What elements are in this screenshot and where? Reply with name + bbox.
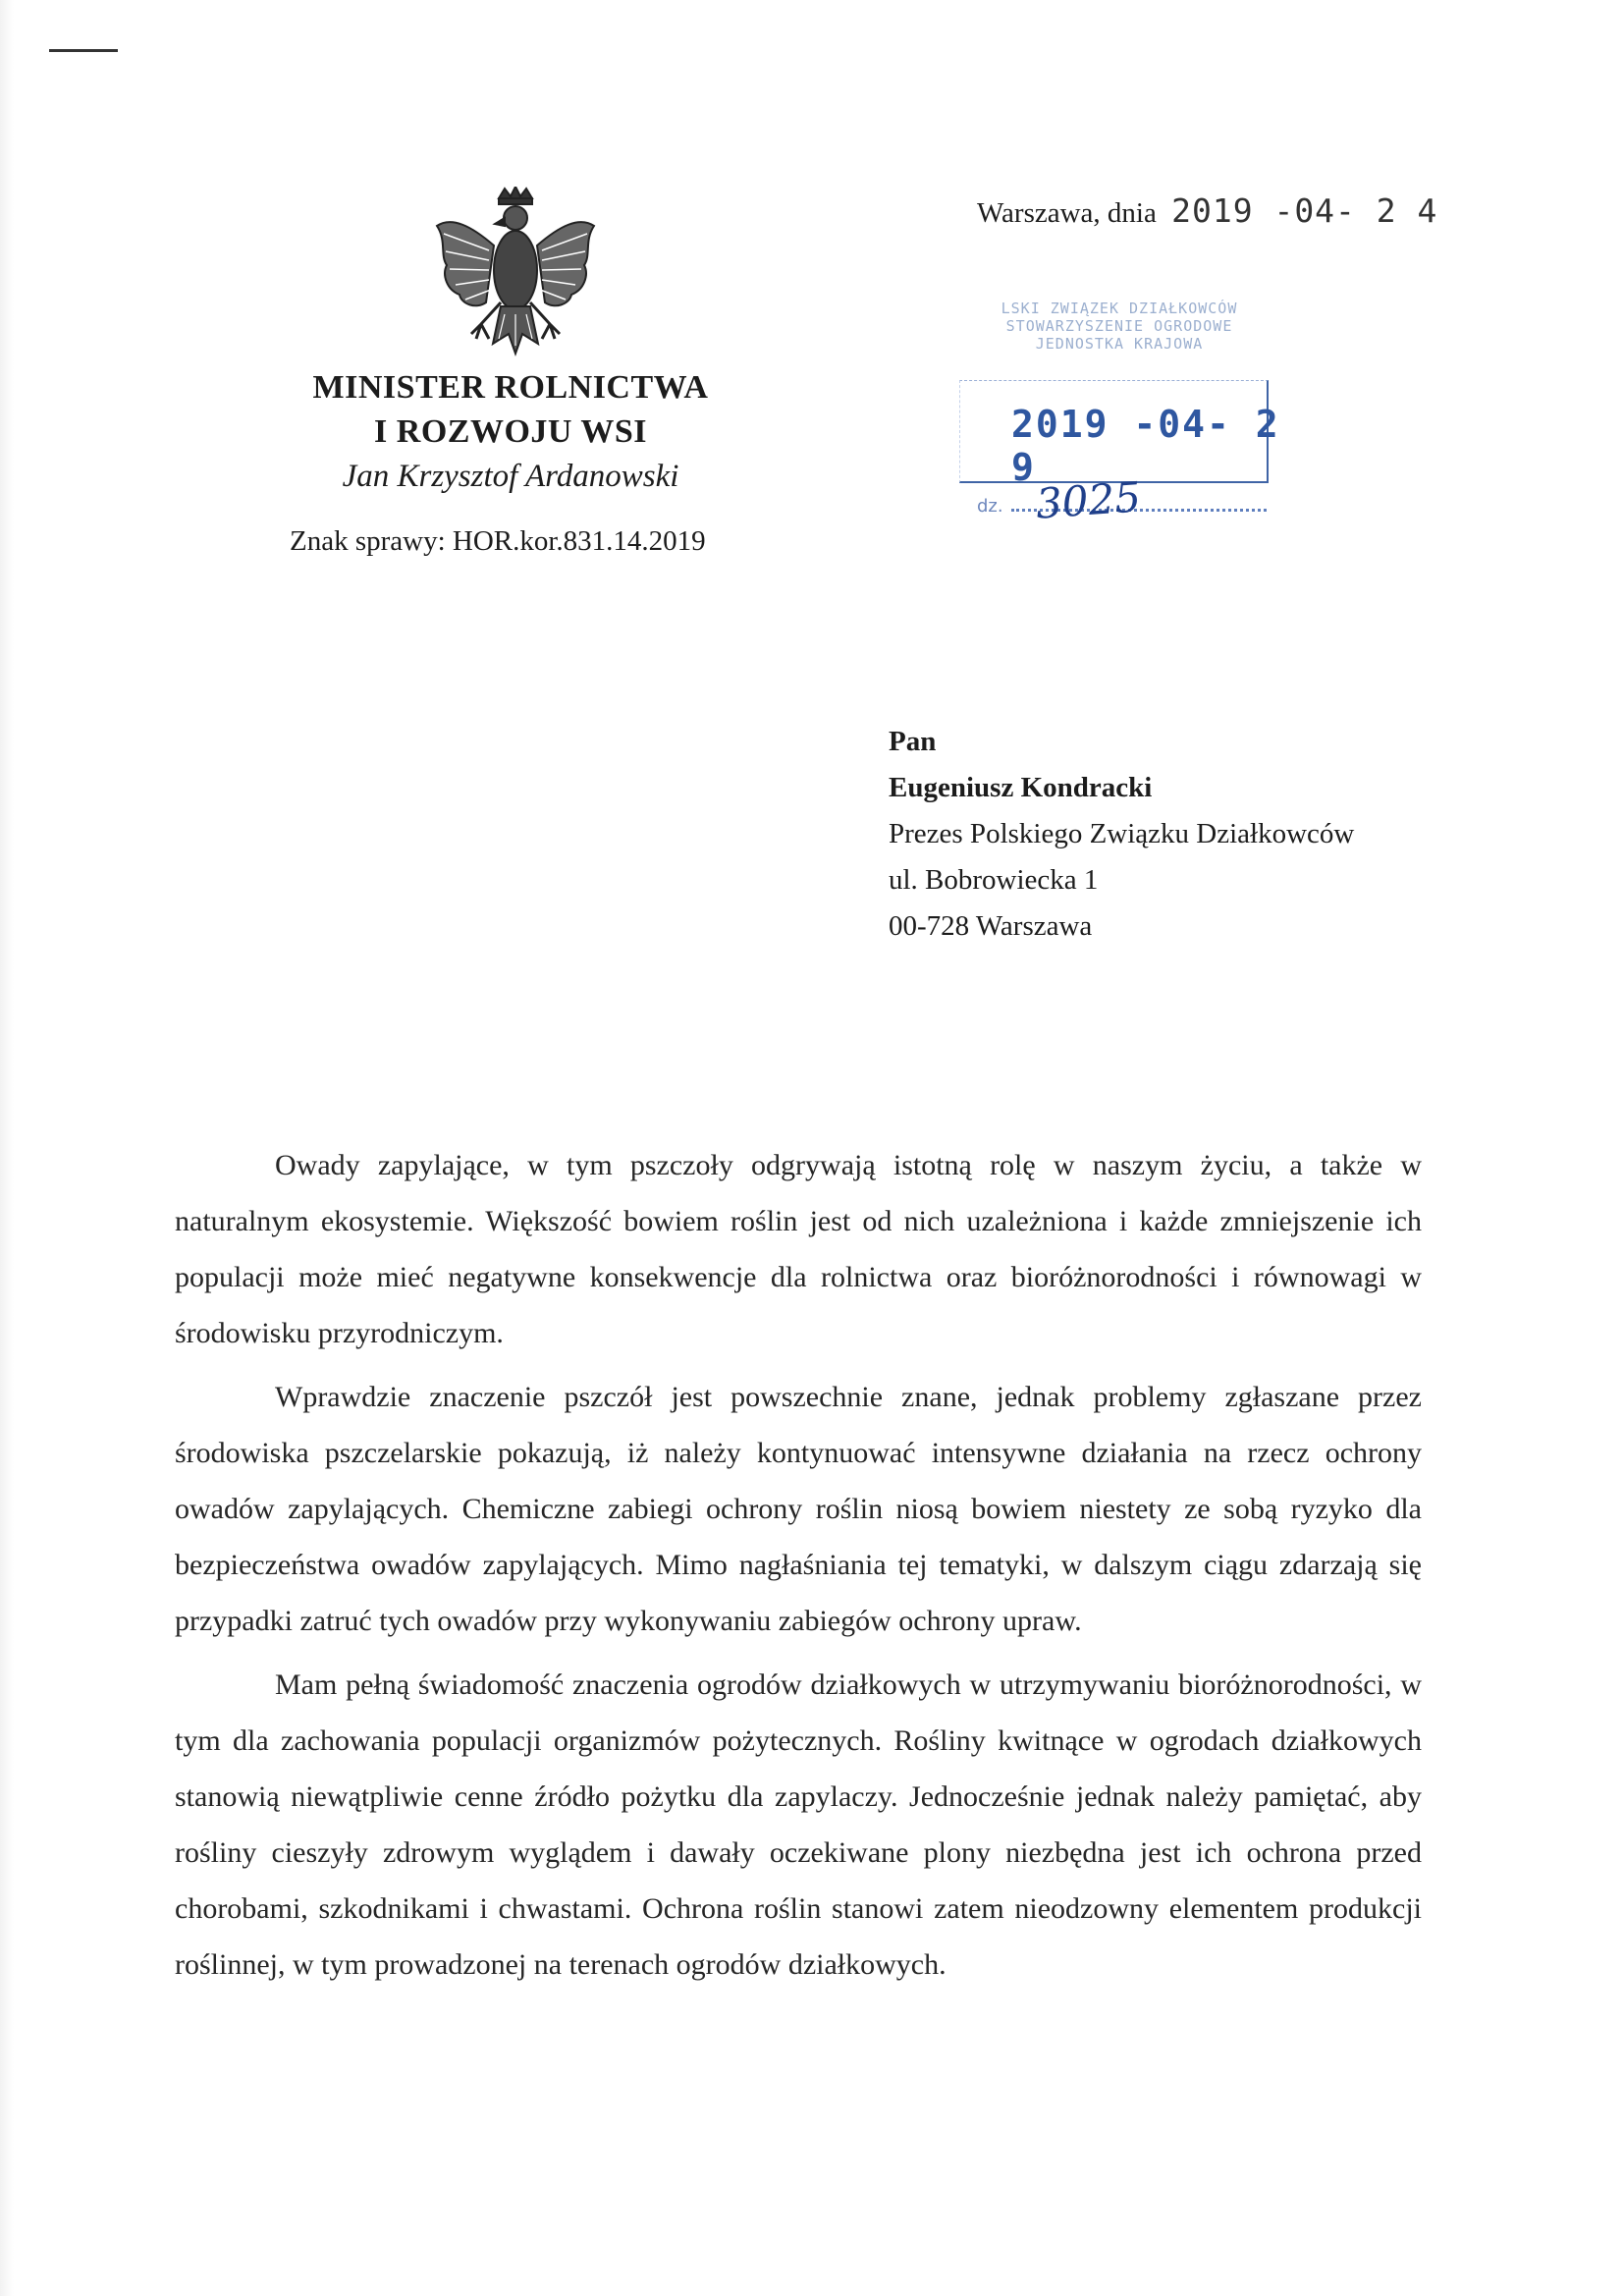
recipient-city: 00-728 Warszawa bbox=[889, 910, 1093, 942]
paragraph-2: Wprawdzie znaczenie pszczół jest powszechnie znane, jednak problemy zgłaszane przez środowiska pszczelarskie pokazują, iż należy kontynuować intensywne działania na rzecz ochrony owadów zapylających. Chemiczne zabiegi ochrony roślin niosą bowiem niestety ze sobą ryzyko dla bezpieczeństwa owadów zapylających. Mimo nagłaśniania tej tematyki, w dalszym ciągu zdarzają się przypadki zatruć tych owadów przy wykonywaniu zabiegów ochrony upraw. bbox=[175, 1381, 1422, 1637]
date-label: Warszawa, dnia bbox=[977, 197, 1157, 229]
stamp-number: 3025 bbox=[1034, 472, 1143, 528]
recipient-name: Eugeniusz Kondracki bbox=[889, 772, 1153, 803]
stamp-org-line2: STOWARZYSZENIE OGRODOWE bbox=[1005, 317, 1233, 335]
minister-name: Jan Krzysztof Ardanowski bbox=[342, 459, 679, 494]
minister-title-line2: I ROZWOJU WSI bbox=[374, 413, 647, 450]
stamp-dz-label: dz. bbox=[977, 496, 1003, 517]
minister-header bbox=[245, 365, 776, 499]
stamp-date: 2019 -04- 2 9 bbox=[1011, 403, 1280, 489]
paragraph-1: Owady zapylające, w tym pszczoły odgrywają istotną rolę w naszym życiu, a także w naturalnym ekosystemie. Większość bowiem roślin jest od nich uzależniona i każde zmniejszenie ich populacji może mieć negatywne konsekwencje dla rolnictwa oraz bioróżnorodności i równowagi w środowisku przyrodniczym. bbox=[175, 1149, 1422, 1349]
case-reference: Znak sprawy: HOR.kor.831.14.2019 bbox=[290, 525, 706, 557]
corner-mark bbox=[49, 49, 118, 52]
stamp-org-line3: JEDNOSTKA KRAJOWA bbox=[1035, 335, 1204, 353]
recipient-salutation: Pan bbox=[889, 726, 937, 757]
date-line bbox=[977, 191, 1437, 230]
receipt-stamp bbox=[957, 300, 1281, 545]
recipient-position: Prezes Polskiego Związku Działkowców bbox=[889, 818, 1355, 849]
scan-edge bbox=[0, 0, 14, 2296]
polish-eagle-emblem-icon bbox=[432, 187, 599, 368]
minister-title-line1: MINISTER ROLNICTWA bbox=[312, 369, 709, 406]
date-value: 2019 -04- 2 4 bbox=[1171, 191, 1438, 230]
letter-body bbox=[175, 1137, 1422, 2000]
paragraph-3: Mam pełną świadomość znaczenia ogrodów działkowych w utrzymywaniu bioróżnorodności, w tym dla zachowania populacji organizmów pożytecznych. Rośliny kwitnące w ogrodach działkowych stanowią niewątpliwie cenne źródło pożytku dla zapylaczy. Jednocześnie jednak należy pamiętać, aby rośliny cieszyły zdrowym wyglądem i dawały oczekiwane plony niezbędna jest ich ochrona przed chorobami, szkodnikami i chwastami. Ochrona roślin stanowi zatem nieodzowny elementem produkcji roślinnej, w tym prowadzonej na terenach ogrodów działkowych. bbox=[175, 1668, 1422, 1981]
recipient-block bbox=[889, 719, 1354, 950]
stamp-org-line1: LSKI ZWIĄZEK DZIAŁKOWCÓW bbox=[1001, 300, 1238, 317]
recipient-street: ul. Bobrowiecka 1 bbox=[889, 864, 1099, 896]
